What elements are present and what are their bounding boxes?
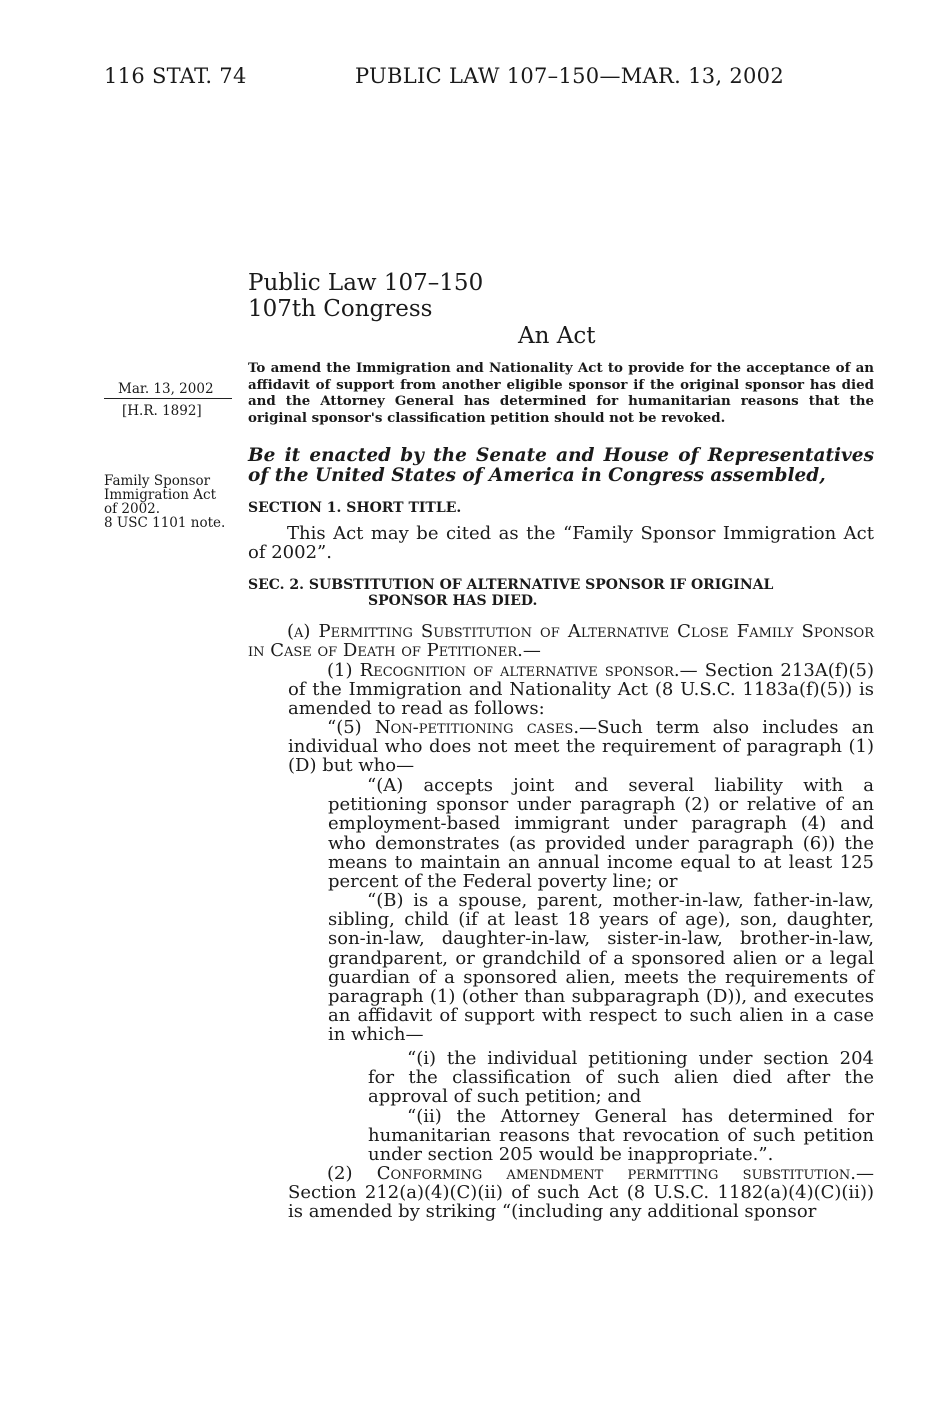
- subsection-a-heading: (a) Permitting Substitution of Alternative Close Family Sponsor in Case of Death of Petitioner.—: [248, 621, 874, 662]
- enacting-clause: Be it enacted by the Senate and House of Representatives of the United States of America in Congress assembled,: [248, 445, 874, 486]
- margin-short-title-2: Immigration Act: [104, 487, 216, 503]
- subparagraph-A: “(A) accepts joint and several liability with a petitioning sponsor under paragraph (2) or relative of an employment-based immigrant under paragraph (4) and who demonstrates (as provided under paragraph (6)) the means to maintain an annual income equal to at least 125 percent of the Federal poverty line; or: [328, 775, 874, 893]
- section-2-heading: [248, 577, 874, 609]
- subparagraph-B: “(B) is a spouse, parent, mother-in-law, father-in-law, sibling, child (if at least 18 years of age), son, daughter, son-in-law, daughter-in-law, sister-in-law, brother-in-law, grandparent, or grandchild of a sponsored alien or a legal guardian of a sponsored alien, meets the requirements of paragraph (1) (other than subparagraph (D)), and executes an affidavit of support with respect to such alien in a case in which—: [328, 890, 874, 1046]
- paragraph-1-text: Section 213A(f)(5) of the Immigration and Nationality Act (8 U.S.C. 1183a(f)(5)) is amended to read as follows:: [288, 660, 874, 720]
- act-heading: An Act: [518, 323, 596, 349]
- paragraph-2-label: (2) Conforming amendment permitting substitution.—: [327, 1163, 874, 1184]
- clause-i: “(i) the individual petitioning under section 204 for the classification of such alien died after the approval of such petition; and: [368, 1048, 874, 1108]
- section-2-heading-line-1: SEC. 2. SUBSTITUTION OF ALTERNATIVE SPONSOR IF ORIGINAL: [248, 577, 774, 593]
- paragraph-2: [288, 1164, 874, 1222]
- margin-short-title-3: of 2002.: [104, 501, 161, 517]
- law-number: Public Law 107–150: [248, 270, 484, 296]
- margin-bill-number: [H.R. 1892]: [122, 403, 202, 419]
- paragraph-5-label: “(5) Non-petitioning cases.—: [327, 717, 598, 738]
- running-head-title: PUBLIC LAW 107–150—MAR. 13, 2002: [355, 64, 785, 88]
- margin-divider: [104, 398, 232, 399]
- clause-ii: “(ii) the Attorney General has determined for humanitarian reasons that revocation of such petition under section 205 would be inappropriate.”.: [368, 1106, 874, 1166]
- margin-usc-note: 8 USC 1101 note.: [104, 515, 226, 531]
- margin-date: Mar. 13, 2002: [118, 381, 214, 397]
- section-1-heading: SECTION 1. SHORT TITLE.: [248, 500, 462, 516]
- paragraph-5-text: Such term also includes an individual who does not meet the requirement of paragraph (1)(D) but who—: [288, 717, 874, 777]
- page-reference: 116 STAT. 74: [104, 64, 247, 88]
- paragraph-1: [288, 661, 874, 719]
- purpose-clause: To amend the Immigration and Nationality Act to provide for the acceptance of an affidavit of support from another eligible sponsor if the original sponsor has died and the Attorney General has determined for humanitarian reasons that the original sponsor's classification petition should not be revoked.: [248, 360, 874, 426]
- section-1-text: This Act may be cited as the “Family Sponsor Immigration Act of 2002”.: [248, 523, 874, 564]
- paragraph-2-text: Section 212(a)(4)(C)(ii) of such Act (8 U.S.C. 1182(a)(4)(C)(ii)) is amended by striking “(including any additional sponsor: [288, 1182, 874, 1223]
- congress-number: 107th Congress: [248, 296, 433, 322]
- section-2-heading-line-2: SPONSOR HAS DIED.: [368, 593, 538, 609]
- margin-short-title-1: Family Sponsor: [104, 473, 211, 489]
- quoted-paragraph-5: [288, 718, 874, 776]
- paragraph-1-label: (1) Recognition of alternative sponsor.—: [327, 660, 698, 681]
